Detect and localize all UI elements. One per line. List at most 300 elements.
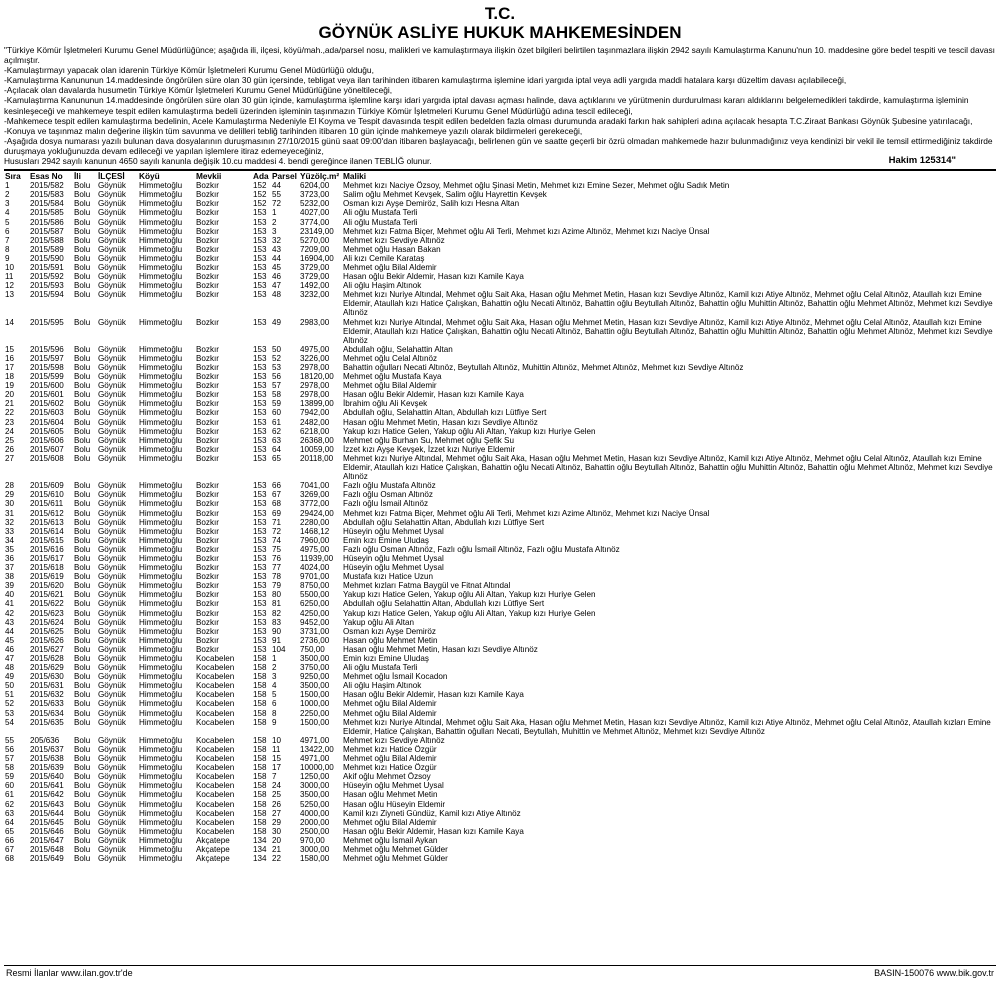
table-cell: Göynük — [98, 381, 126, 391]
table-cell: Himmetoğlu — [139, 190, 183, 200]
table-cell: Göynük — [98, 553, 126, 563]
table-cell: 47 — [272, 281, 282, 291]
table-cell: Göynük — [98, 781, 126, 791]
table-cell: Hasan oğlu Mehmet Metin — [343, 790, 438, 800]
table-cell: 67 — [272, 490, 282, 500]
table-row — [4, 745, 996, 754]
table-cell: Himmetoğlu — [139, 381, 183, 391]
table-cell: Bozkır — [196, 353, 219, 363]
table-cell: Fazlı oğlu İsmail Altınöz — [343, 499, 429, 509]
table-cell: 2015/596 — [30, 344, 64, 354]
table-cell: Himmetoğlu — [139, 499, 183, 509]
table-cell: Abdullah oğlu, Selahattin Altan, Abdullah kızı Lütfiye Sert — [343, 408, 547, 418]
table-cell: Göynük — [98, 344, 126, 354]
table-cell: Himmetoğlu — [139, 390, 183, 400]
table-cell: 6204,00 — [300, 181, 330, 191]
table-cell: 15 — [5, 344, 15, 354]
table-cell: Bolu — [74, 608, 91, 618]
table-cell: 2015/608 — [30, 453, 64, 463]
table-cell: Kocabelen — [196, 744, 235, 754]
table-cell: Yakup kızı Hatice Gelen, Yakup oğlu Ali Altan, Yakup kızı Huriye Gelen — [343, 590, 596, 600]
table-cell: 1 — [272, 208, 277, 218]
table-cell: 153 — [253, 581, 267, 591]
table-cell: 158 — [253, 826, 267, 836]
table-row — [4, 236, 996, 245]
table-cell: 19 — [5, 381, 15, 391]
table-cell: 33 — [5, 526, 15, 536]
table-cell: Göynük — [98, 399, 126, 409]
table-cell: Bolu — [74, 844, 91, 854]
table-cell: Himmetoğlu — [139, 563, 183, 573]
table-cell: 2280,00 — [300, 517, 330, 527]
table-cell: 58 — [5, 763, 15, 773]
table-cell: Himmetoğlu — [139, 208, 183, 218]
table-cell: 55 — [272, 190, 282, 200]
table-cell: Bolu — [74, 262, 91, 272]
table-cell: 35 — [5, 544, 15, 554]
table-cell: Bozkır — [196, 262, 219, 272]
table-cell: 2482,00 — [300, 417, 330, 427]
table-cell: 26 — [5, 444, 15, 454]
table-row — [4, 427, 996, 436]
table-cell: 20 — [272, 835, 282, 845]
table-cell: 153 — [253, 608, 267, 618]
table-cell: 65 — [272, 453, 282, 463]
table-cell: Himmetoğlu — [139, 581, 183, 591]
table-cell: Bolu — [74, 563, 91, 573]
col-header-sira: Sıra — [5, 171, 21, 182]
table-cell: Himmetoğlu — [139, 626, 183, 636]
table-cell: 2015/618 — [30, 563, 64, 573]
table-cell: Bolu — [74, 363, 91, 372]
table-cell: Bolu — [74, 490, 91, 500]
table-cell: 2015/633 — [30, 699, 64, 709]
table-cell: Bozkır — [196, 317, 219, 327]
table-row — [4, 390, 996, 399]
table-cell: Mehmet oğlu Burhan Su, Mehmet oğlu Şefik Su — [343, 435, 514, 445]
table-cell: Göynük — [98, 499, 126, 509]
table-cell: Bolu — [74, 190, 91, 200]
table-cell: Bolu — [74, 826, 91, 836]
table-cell: Bozkır — [196, 572, 219, 582]
table-cell: 153 — [253, 226, 267, 236]
table-cell: Bolu — [74, 817, 91, 827]
table-cell: 45 — [5, 635, 15, 645]
table-row — [4, 609, 996, 618]
table-cell: Himmetoğlu — [139, 799, 183, 809]
table-cell: 9452,00 — [300, 617, 330, 627]
footer — [4, 965, 996, 978]
table-cell: Yakup kızı Hatice Gelen, Yakup oğlu Ali Altan, Yakup kızı Huriye Gelen — [343, 608, 596, 618]
table-cell: Göynük — [98, 581, 126, 591]
table-cell: 16904,00 — [300, 253, 334, 263]
table-cell: 2015/623 — [30, 608, 64, 618]
table-cell: 9701,00 — [300, 572, 330, 582]
table-cell: 76 — [272, 553, 282, 563]
table-cell: 153 — [253, 599, 267, 609]
table-cell: 3729,00 — [300, 262, 330, 272]
table-cell: Göynük — [98, 363, 126, 372]
table-cell: 2015/625 — [30, 626, 64, 636]
table-cell: Kocabelen — [196, 717, 235, 727]
table-row — [4, 499, 996, 508]
table-cell: Salim oğlu Mehmet Kevşek, Salim oğlu Hayrettin Kevşek — [343, 190, 547, 200]
table-cell: Himmetoğlu — [139, 353, 183, 363]
table-cell: Göynük — [98, 226, 126, 236]
table-cell: Mehmet oğlu İsmail Kocadon — [343, 672, 448, 682]
table-row — [4, 545, 996, 554]
table-cell: 2015/649 — [30, 854, 64, 864]
table-cell: 38 — [5, 572, 15, 582]
table-cell: 2736,00 — [300, 635, 330, 645]
table-cell: 5 — [5, 217, 10, 227]
table-cell: 49 — [5, 672, 15, 682]
table-cell: Hasan oğlu Hüseyin Eldemir — [343, 799, 446, 809]
table-cell: Mehmet kızı Sevdiye Altınöz — [343, 735, 445, 745]
table-cell: Bolu — [74, 799, 91, 809]
table-cell: 2015/612 — [30, 508, 64, 518]
table-cell: 3232,00 — [300, 290, 330, 300]
table-cell: 153 — [253, 372, 267, 382]
table-cell: 2015/595 — [30, 317, 64, 327]
table-cell: Bolu — [74, 744, 91, 754]
table-cell: 48 — [272, 290, 282, 300]
table-cell: 153 — [253, 235, 267, 245]
table-cell: 52 — [5, 699, 15, 709]
table-cell: Bolu — [74, 217, 91, 227]
table-row — [4, 836, 996, 845]
table-cell: Bozkır — [196, 508, 219, 518]
table-cell: 158 — [253, 799, 267, 809]
table-cell: 3 — [5, 199, 10, 209]
table-cell: 2015/600 — [30, 381, 64, 391]
table-cell: 2015/605 — [30, 426, 64, 436]
table-row — [4, 181, 996, 190]
table-cell: Göynük — [98, 435, 126, 445]
table-cell: Mehmet oğlu Bilal Aldemir — [343, 381, 437, 391]
col-header-mevkii: Mevkii — [196, 171, 222, 182]
table-cell: Göynük — [98, 799, 126, 809]
table-cell: 3772,00 — [300, 499, 330, 509]
table-cell: 57 — [272, 381, 282, 391]
table-cell: Bozkır — [196, 535, 219, 545]
table-cell: 2000,00 — [300, 817, 330, 827]
table-cell: 2015/619 — [30, 572, 64, 582]
table-cell: Kocabelen — [196, 735, 235, 745]
table-cell: 30 — [272, 826, 282, 836]
table-row — [4, 418, 996, 427]
table-cell: 153 — [253, 444, 267, 454]
table-cell: 7960,00 — [300, 535, 330, 545]
table-row — [4, 763, 996, 772]
table-cell: Bolu — [74, 372, 91, 382]
table-cell: Göynük — [98, 453, 126, 463]
intro-paragraph: -Kamulaştırma Kanununun 14.maddesinde öngörülen süre olan 30 gün içersinde, tebligat veya ilan tarihinden itibaren kamulaştırma işlemine idari yargıda iptal veya adli yargıda maddi hatalara karşı düzeltim davası açılabileceği, — [4, 75, 847, 86]
intro-closing-line: Hususları 2942 sayılı kanunun 4650 sayılı kanunla değişik 10.cu maddesi 4. bendi gereğince ilanen TEBLİĞ olunur. — [4, 156, 432, 167]
table-cell: Bolu — [74, 381, 91, 391]
table-cell: Fazlı oğlu Mustafa Altınöz — [343, 481, 436, 491]
table-cell: 158 — [253, 663, 267, 673]
table-cell: 25 — [272, 790, 282, 800]
table-cell: 66 — [5, 835, 15, 845]
table-cell: Bolu — [74, 544, 91, 554]
table-cell: Ali oğlu Mustafa Terli — [343, 663, 418, 673]
table-cell: 3000,00 — [300, 781, 330, 791]
table-cell: 13899,00 — [300, 399, 334, 409]
table-cell: 970,00 — [300, 835, 325, 845]
table-cell: Bolu — [74, 772, 91, 782]
table-cell: Mehmet oğlu Mehmet Gülder — [343, 854, 448, 864]
table-cell: Himmetoğlu — [139, 290, 183, 300]
table-cell: 72 — [272, 199, 282, 209]
table-cell: Bolu — [74, 208, 91, 218]
table-cell: 32 — [5, 517, 15, 527]
table-cell: Bolu — [74, 253, 91, 263]
table-cell: Bozkır — [196, 217, 219, 227]
table-cell: 18 — [5, 372, 15, 382]
table-cell: Bolu — [74, 426, 91, 436]
table-cell: 153 — [253, 208, 267, 218]
table-cell: Mehmet oğlu Bilal Aldemir — [343, 699, 437, 709]
table-cell: 21 — [5, 399, 15, 409]
table-cell: 41 — [5, 599, 15, 609]
table-row — [4, 363, 996, 372]
table-row — [4, 563, 996, 572]
table-cell: Emin kızı Emine Uludaş — [343, 535, 429, 545]
table-cell: Göynük — [98, 426, 126, 436]
footer-right: BASIN-150076 www.bik.gov.tr — [874, 968, 994, 978]
table-cell: 153 — [253, 272, 267, 282]
table-cell: Bolu — [74, 635, 91, 645]
table-row — [4, 672, 996, 681]
table-cell: Kocabelen — [196, 754, 235, 764]
table-cell: Bolu — [74, 681, 91, 691]
court-title: GÖYNÜK ASLİYE HUKUK MAHKEMESİNDEN — [318, 23, 682, 42]
table-cell: 158 — [253, 708, 267, 718]
table-cell: Göynük — [98, 353, 126, 363]
table-row — [4, 245, 996, 254]
table-cell: Bozkır — [196, 199, 219, 209]
table-cell: 72 — [272, 526, 282, 536]
table-cell: Bozkır — [196, 644, 219, 654]
table-cell: 30 — [5, 499, 15, 509]
table-row — [4, 845, 996, 854]
table-cell: Bolu — [74, 572, 91, 582]
table-cell: Himmetoğlu — [139, 617, 183, 627]
col-header-ili: İli — [74, 171, 81, 182]
table-cell: 153 — [253, 590, 267, 600]
table-cell: 60 — [5, 781, 15, 791]
table-cell: Himmetoğlu — [139, 217, 183, 227]
table-cell: 2015/630 — [30, 672, 64, 682]
table-cell: Himmetoğlu — [139, 553, 183, 563]
col-header-yuzolcum: Yüzölç.m² — [300, 171, 340, 182]
table-cell: 29 — [5, 490, 15, 500]
table-cell: 50 — [5, 681, 15, 691]
table-cell: 46 — [5, 644, 15, 654]
table-cell: Göynük — [98, 590, 126, 600]
table-cell: Bolu — [74, 626, 91, 636]
table-cell: Hüseyin oğlu Mehmet Uysal — [343, 526, 444, 536]
table-cell: Mehmet kızı Sevdiye Altınöz — [343, 235, 445, 245]
table-cell: Mehmet kızı Hatice Özgür — [343, 744, 437, 754]
table-cell: 74 — [272, 535, 282, 545]
table-cell: Himmetoğlu — [139, 754, 183, 764]
table-cell: Himmetoğlu — [139, 590, 183, 600]
table-cell: Himmetoğlu — [139, 772, 183, 782]
table-row — [4, 572, 996, 581]
table-cell: 2015/610 — [30, 490, 64, 500]
table-cell: 5232,00 — [300, 199, 330, 209]
table-cell: Ali oğlu Mustafa Terli — [343, 208, 418, 218]
table-cell: Göynük — [98, 244, 126, 254]
table-cell: Mehmet oğlu İsmail Aykan — [343, 835, 438, 845]
table-cell: 153 — [253, 290, 267, 300]
table-cell: 1 — [5, 181, 10, 191]
table-cell: 4027,00 — [300, 208, 330, 218]
table-cell: Göynük — [98, 217, 126, 227]
table-cell: 12 — [5, 281, 15, 291]
table-row — [4, 645, 996, 654]
table-cell: 2015/590 — [30, 253, 64, 263]
table-cell: 134 — [253, 854, 267, 864]
table-cell: 46 — [272, 272, 282, 282]
table-cell: Bolu — [74, 399, 91, 409]
table-cell: Himmetoğlu — [139, 572, 183, 582]
table-cell: 31 — [5, 508, 15, 518]
table-row — [4, 800, 996, 809]
table-cell: Kocabelen — [196, 681, 235, 691]
table-cell: 90 — [272, 626, 282, 636]
table-cell: Göynük — [98, 754, 126, 764]
table-row — [4, 581, 996, 590]
table-cell: 3500,00 — [300, 790, 330, 800]
table-cell: 6250,00 — [300, 599, 330, 609]
table-cell: 2978,00 — [300, 390, 330, 400]
intro-paragraph: -Açılacak olan davalarda husumetin Türkiye Kömür İşletmeleri Kurumu Genel Müdürlüğüne yöneltileceği, — [4, 85, 393, 96]
table-cell: Göynük — [98, 772, 126, 782]
table-cell: Ali oğlu Haşim Altınok — [343, 681, 422, 691]
table-cell: Bolu — [74, 290, 91, 300]
table-cell: 9 — [272, 717, 277, 727]
table-cell: 22 — [272, 854, 282, 864]
table-cell: Himmetoğlu — [139, 262, 183, 272]
table-cell: 10 — [5, 262, 15, 272]
table-cell: 2015/641 — [30, 781, 64, 791]
table-cell: 2015/589 — [30, 244, 64, 254]
table-cell: 4024,00 — [300, 563, 330, 573]
table-cell: Bolu — [74, 590, 91, 600]
table-cell: Göynük — [98, 208, 126, 218]
table-cell: Mustafa kızı Hatice Uzun — [343, 572, 433, 582]
table-cell: 2015/638 — [30, 754, 64, 764]
table-cell: Göynük — [98, 690, 126, 700]
table-cell: 1 — [272, 654, 277, 663]
table-cell: Mehmet kızı Fatma Biçer, Mehmet oğlu Ali Terli, Mehmet kızı Azime Altınöz, Mehmet kızı Naciye Ünsal — [343, 226, 710, 236]
table-cell: Bolu — [74, 654, 91, 663]
table-row — [4, 618, 996, 627]
table-cell: 153 — [253, 644, 267, 654]
table-cell: 2015/591 — [30, 262, 64, 272]
table-cell: Abdullah oğlu Selahattin Altan, Abdullah kızı Lütfiye Sert — [343, 599, 545, 609]
table-cell: 44 — [272, 181, 282, 191]
table-cell: Bolu — [74, 699, 91, 709]
table-cell: 9 — [5, 253, 10, 263]
table-cell: Göynük — [98, 699, 126, 709]
table-cell: 62 — [272, 426, 282, 436]
table-cell: Ali oğlu Haşim Altınok — [343, 281, 422, 291]
table-cell: 153 — [253, 344, 267, 354]
table-cell: Bolu — [74, 517, 91, 527]
table-cell: Göynük — [98, 444, 126, 454]
table-cell: 78 — [272, 572, 282, 582]
table-cell: Göynük — [98, 854, 126, 864]
table-cell: Göynük — [98, 672, 126, 682]
table-cell: 153 — [253, 426, 267, 436]
table-cell: 152 — [253, 181, 267, 191]
table-cell: 57 — [5, 754, 15, 764]
table-cell: Göynük — [98, 281, 126, 291]
table-cell: Göynük — [98, 417, 126, 427]
table-cell: Bozkır — [196, 453, 219, 463]
table-cell: Bozkır — [196, 408, 219, 418]
table-cell: 2015/597 — [30, 353, 64, 363]
table-cell: Ali oğlu Mustafa Terli — [343, 217, 418, 227]
table-row — [4, 809, 996, 818]
table-cell: Osman kızı Ayşe Demiröz — [343, 626, 436, 636]
table-cell: 44 — [5, 626, 15, 636]
table-cell: 2015/621 — [30, 590, 64, 600]
table-cell: Göynük — [98, 290, 126, 300]
intro-paragraph: -Kamulaştırmayı yapacak olan idarenin Türkiye Kömür İşletmeleri Kurumu Genel Müdürlüğü olduğu, — [4, 65, 374, 76]
table-cell: 22 — [5, 408, 15, 418]
table-cell: Himmetoğlu — [139, 708, 183, 718]
table-cell: 2015/604 — [30, 417, 64, 427]
table-cell: Kocabelen — [196, 708, 235, 718]
table-cell: Himmetoğlu — [139, 544, 183, 554]
table-cell: 59 — [272, 399, 282, 409]
table-cell: Bolu — [74, 408, 91, 418]
table-cell: Göynük — [98, 717, 126, 727]
table-row — [4, 454, 996, 481]
table-cell: Bozkır — [196, 181, 219, 191]
table-cell: Bozkır — [196, 635, 219, 645]
table-cell: Kocabelen — [196, 654, 235, 663]
table-cell: 2015/634 — [30, 708, 64, 718]
table-row — [4, 445, 996, 454]
table-cell: Bolu — [74, 417, 91, 427]
table-cell: 2 — [272, 217, 277, 227]
table-cell: Göynük — [98, 508, 126, 518]
col-header-esas-no: Esas No — [30, 171, 63, 182]
table-cell: Göynük — [98, 563, 126, 573]
table-cell: 2015/611 — [30, 499, 64, 509]
table-cell: Hasan oğlu Mehmet Metin, Hasan kızı Sevdiye Altınöz — [343, 644, 538, 654]
table-cell: 36 — [5, 553, 15, 563]
table-cell: 83 — [272, 617, 282, 627]
col-header-koyu: Köyü — [139, 171, 160, 182]
table-cell: Bolu — [74, 644, 91, 654]
table-cell: Kocabelen — [196, 672, 235, 682]
table-header-row — [4, 171, 996, 181]
table-cell: Bolu — [74, 344, 91, 354]
table-cell: 2015/648 — [30, 844, 64, 854]
table-cell: Yakup oğlu Ali Altan — [343, 617, 414, 627]
table-cell: 56 — [272, 372, 282, 382]
intro-paragraph: -Aşağıda dosya numarası yazılı bulunan dava dosyalarının duruşmasının 27/10/2015 günü saat 09:00'dan itibaren başlayacağı, belirlenen gün ve saatte geçerli bir özrü olmadan mahkemede hazır bulunmadığınız veya kendinizi bir vekil ile temsil ettirmediğiniz takdirde duruşmaya yokluğunuzda devam edileceği ve yapılan işlemlere itiraz edemeyeceğiniz, — [4, 135, 993, 156]
table-cell: Akçatepe — [196, 854, 230, 864]
table-cell: 3269,00 — [300, 490, 330, 500]
